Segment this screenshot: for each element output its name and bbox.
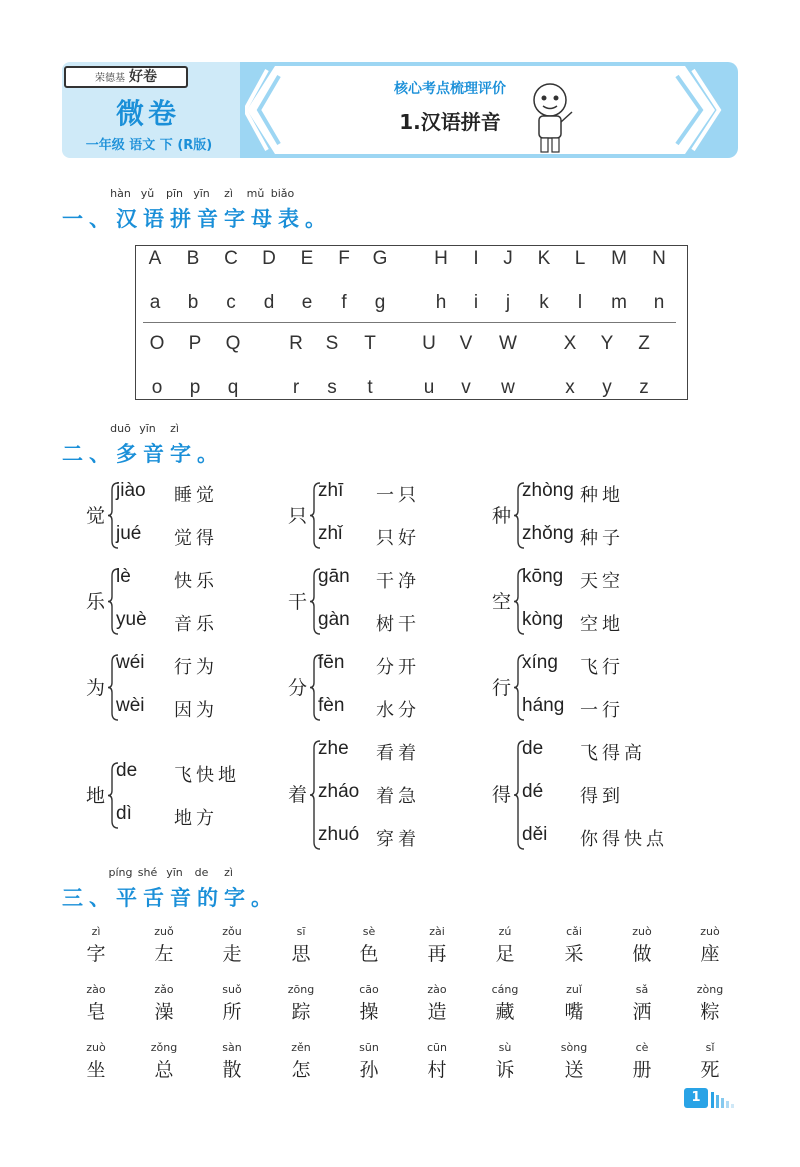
reading-word: 只好 — [376, 528, 420, 549]
reading-word: 着急 — [376, 786, 420, 807]
flat-char-pinyin: suǒ — [222, 983, 242, 996]
reading-pinyin: dì — [116, 803, 132, 824]
flat-char: 再 — [427, 943, 447, 965]
reading-word: 音乐 — [174, 614, 218, 635]
polyphonic-char: 着 — [288, 784, 308, 806]
polyphonic-char: 行 — [492, 676, 512, 699]
alphabet-letter: s — [327, 377, 337, 398]
flat-char: 总 — [154, 1059, 174, 1081]
polyphonic-char: 觉 — [86, 504, 106, 527]
flat-char: 走 — [222, 943, 242, 965]
alphabet-letter: X — [563, 333, 577, 354]
flat-char-pinyin: zuǐ — [566, 983, 582, 996]
reading-word: 快乐 — [174, 571, 218, 592]
reading-pinyin: děi — [522, 824, 548, 845]
section-subtitle: 核心考点梳理评价 — [394, 81, 506, 97]
alphabet-letter: M — [611, 248, 627, 269]
flat-char-pinyin: sàn — [222, 1041, 242, 1054]
flat-char-pinyin: zài — [429, 925, 445, 938]
polyphonic-char: 空 — [492, 590, 512, 613]
alphabet-letter: n — [653, 292, 665, 313]
flat-char-pinyin: cǎi — [566, 925, 582, 938]
reading-word: 分开 — [376, 657, 420, 678]
flat-char: 澡 — [154, 1001, 174, 1023]
polyphonic-char: 分 — [288, 676, 308, 699]
alphabet-letter: y — [602, 377, 612, 398]
alphabet-letter: z — [639, 377, 649, 398]
reading-pinyin: lè — [116, 566, 131, 587]
alphabet-letter: x — [565, 377, 575, 398]
title-pinyin: hàn — [110, 187, 131, 200]
alphabet-letter: q — [227, 377, 239, 398]
alphabet-letter: Y — [600, 333, 614, 354]
reading-pinyin: zhǐ — [318, 523, 343, 544]
flat-char: 坐 — [86, 1059, 106, 1081]
alphabet-letter: U — [422, 333, 436, 354]
reading-pinyin: jué — [116, 523, 142, 544]
reading-word: 飞得高 — [580, 743, 646, 764]
alphabet-letter: K — [537, 248, 551, 269]
alphabet-letter: a — [149, 292, 161, 313]
grade-label: 一年级 语文 下 (R版) — [85, 138, 213, 153]
reading-word: 种子 — [580, 528, 624, 549]
reading-pinyin: kòng — [522, 609, 564, 630]
flat-char-pinyin: zuò — [86, 1041, 106, 1054]
section1-title: 一、汉语拼音字母表。 — [62, 207, 332, 231]
flat-char: 册 — [632, 1059, 652, 1081]
polyphonic-char: 地 — [86, 784, 106, 807]
alphabet-letter: m — [611, 292, 627, 313]
reading-word: 一行 — [580, 700, 624, 721]
reading-pinyin: wéi — [116, 652, 145, 673]
alphabet-letter: Q — [225, 333, 241, 354]
reading-word: 得到 — [580, 786, 624, 807]
reading-word: 树干 — [376, 614, 420, 635]
alphabet-letter: D — [262, 248, 276, 269]
polyphonic-char: 种 — [492, 504, 512, 527]
reading-pinyin: gàn — [318, 609, 350, 630]
reading-pinyin: zhī — [318, 480, 344, 501]
alphabet-letter: J — [503, 248, 513, 269]
alphabet-letter: A — [148, 248, 162, 269]
title-pinyin: biǎo — [270, 187, 295, 200]
brand-name: 荣德基 — [95, 73, 125, 84]
reading-pinyin: fèn — [318, 695, 345, 716]
alphabet-letter: w — [501, 377, 515, 398]
flat-char-pinyin: zǒng — [150, 1041, 178, 1054]
reading-word: 睡觉 — [174, 485, 218, 506]
alphabet-letter: H — [434, 248, 448, 269]
alphabet-letter: b — [187, 292, 199, 313]
alphabet-letter: V — [459, 333, 473, 354]
reading-word: 种地 — [580, 485, 624, 506]
flat-char-pinyin: zěn — [291, 1041, 311, 1054]
reading-word: 飞行 — [580, 657, 624, 678]
reading-word: 看着 — [376, 743, 420, 764]
reading-word: 你得快点 — [580, 829, 668, 850]
reading-pinyin: yuè — [116, 609, 147, 630]
alphabet-letter: P — [188, 333, 202, 354]
polyphonic-char: 得 — [492, 784, 512, 806]
flat-char-pinyin: sǎ — [635, 983, 649, 996]
flat-char: 踪 — [291, 1001, 311, 1023]
flat-char-pinyin: sòng — [560, 1041, 588, 1054]
alphabet-letter: O — [149, 333, 165, 354]
title-pinyin: zì — [224, 866, 233, 879]
reading-pinyin: zháo — [318, 781, 360, 802]
alphabet-letter: j — [505, 292, 511, 313]
reading-word: 空地 — [580, 614, 624, 635]
page-bars-icon — [710, 1090, 740, 1108]
alphabet-letter: N — [652, 248, 666, 269]
reading-pinyin: de — [116, 760, 138, 781]
alphabet-letter: f — [341, 292, 347, 313]
title-pinyin: yīn — [193, 187, 210, 200]
title-pinyin: píng — [108, 866, 133, 879]
alphabet-letter: r — [292, 377, 300, 398]
flat-char: 藏 — [495, 1001, 515, 1023]
alphabet-letter: Z — [638, 333, 650, 354]
reading-word: 干净 — [376, 571, 420, 592]
title-pinyin: yīn — [139, 422, 156, 435]
alphabet-letter: G — [372, 248, 388, 269]
reading-word: 地方 — [174, 808, 218, 829]
flat-char: 散 — [222, 1059, 242, 1081]
alphabet-letter: d — [263, 292, 275, 313]
flat-char-pinyin: zǒu — [222, 925, 242, 938]
title-pinyin: zì — [224, 187, 233, 200]
reading-word: 穿着 — [376, 829, 420, 850]
alphabet-letter: F — [338, 248, 350, 269]
polyphonic-char: 乐 — [86, 590, 106, 613]
reading-pinyin: xíng — [522, 652, 558, 673]
reading-pinyin: dé — [522, 781, 544, 802]
alphabet-letter: h — [435, 292, 447, 313]
flat-char: 色 — [359, 943, 379, 965]
flat-char: 所 — [222, 1001, 242, 1023]
alphabet-letter: v — [461, 377, 471, 398]
alphabet-letter: S — [325, 333, 339, 354]
alphabet-letter: C — [224, 248, 238, 269]
alphabet-letter: L — [574, 248, 586, 269]
reading-pinyin: háng — [522, 695, 565, 716]
flat-char-pinyin: cūn — [427, 1041, 447, 1054]
flat-char: 做 — [632, 943, 652, 965]
flat-char-pinyin: zú — [498, 925, 512, 938]
brand-mark: 好卷 — [129, 69, 157, 85]
flat-char-pinyin: sǐ — [705, 1041, 715, 1054]
flat-char-pinyin: zuǒ — [154, 925, 174, 938]
section2-title: 二、多音字。 — [62, 442, 224, 466]
flat-char-pinyin: sè — [362, 925, 376, 938]
title-pinyin: mǔ — [246, 187, 265, 200]
flat-char: 采 — [564, 943, 584, 965]
alphabet-letter: t — [367, 377, 373, 398]
reading-pinyin: zhuó — [318, 824, 360, 845]
flat-char: 足 — [495, 943, 515, 965]
brand-logo — [64, 66, 188, 88]
alphabet-letter: T — [364, 333, 376, 354]
section3-title: 三、平舌音的字。 — [62, 886, 278, 910]
alphabet-letter: W — [499, 333, 517, 354]
reading-pinyin: zhe — [318, 738, 349, 759]
polyphonic-char: 为 — [86, 676, 106, 699]
flat-char-pinyin: zào — [427, 983, 447, 996]
flat-char-pinyin: zào — [86, 983, 106, 996]
flat-char: 左 — [154, 943, 174, 965]
flat-char: 思 — [291, 943, 311, 965]
alphabet-letter: k — [539, 292, 549, 313]
flat-char-pinyin: cāo — [359, 983, 379, 996]
title-pinyin: duō — [110, 422, 131, 435]
flat-char: 造 — [427, 1001, 447, 1023]
reading-word: 天空 — [580, 571, 624, 592]
flat-char: 操 — [359, 1001, 379, 1023]
lesson-title: 1.汉语拼音 — [399, 110, 501, 134]
flat-char: 村 — [427, 1059, 447, 1081]
flat-char: 死 — [700, 1059, 720, 1081]
flat-char-pinyin: sī — [296, 925, 306, 938]
flat-char: 孙 — [359, 1059, 379, 1081]
reading-word: 飞快地 — [174, 765, 240, 786]
title-pinyin: pīn — [165, 187, 183, 200]
reading-pinyin: zhǒng — [522, 523, 574, 544]
alphabet-letter: E — [300, 248, 314, 269]
flat-char-pinyin: zǎo — [154, 983, 174, 996]
flat-char: 粽 — [700, 1001, 720, 1023]
reading-word: 行为 — [174, 657, 218, 678]
reading-word: 觉得 — [174, 528, 218, 549]
flat-char-pinyin: zuò — [700, 925, 720, 938]
flat-char: 皂 — [86, 1001, 106, 1023]
alphabet-letter: I — [473, 248, 479, 269]
mascot-icon — [530, 78, 574, 156]
page-number: 1 — [684, 1088, 708, 1108]
flat-char: 怎 — [291, 1059, 311, 1081]
alphabet-letter: l — [577, 292, 583, 313]
flat-char-pinyin: zuò — [632, 925, 652, 938]
reading-pinyin: zhòng — [522, 480, 574, 501]
alphabet-divider — [143, 322, 676, 323]
flat-char-pinyin: cè — [635, 1041, 649, 1054]
flat-char-pinyin: sūn — [359, 1041, 379, 1054]
alphabet-letter: B — [186, 248, 200, 269]
flat-char-pinyin: sù — [498, 1041, 512, 1054]
title-pinyin: yīn — [166, 866, 183, 879]
title-pinyin: de — [194, 866, 209, 879]
flat-char: 字 — [86, 943, 106, 965]
alphabet-letter: o — [151, 377, 163, 398]
reading-pinyin: fēn — [318, 652, 345, 673]
reading-pinyin: wèi — [116, 695, 145, 716]
title-pinyin: yǔ — [140, 187, 155, 200]
alphabet-letter: R — [289, 333, 303, 354]
flat-char-pinyin: zōng — [287, 983, 315, 996]
book-title: 微卷 — [115, 97, 180, 130]
alphabet-letter: g — [374, 292, 386, 313]
reading-word: 一只 — [376, 485, 420, 506]
reading-pinyin: jiào — [116, 480, 146, 501]
flat-char: 洒 — [632, 1001, 652, 1023]
alphabet-letter: e — [301, 292, 313, 313]
alphabet-letter: u — [423, 377, 435, 398]
alphabet-letter: p — [189, 377, 201, 398]
flat-char: 诉 — [495, 1059, 515, 1081]
alphabet-letter: i — [473, 292, 479, 313]
reading-word: 水分 — [376, 700, 420, 721]
flat-char-pinyin: cáng — [491, 983, 519, 996]
reading-pinyin: de — [522, 738, 544, 759]
flat-char: 嘴 — [564, 1001, 584, 1023]
flat-char: 送 — [564, 1059, 584, 1081]
reading-pinyin: kōng — [522, 566, 564, 587]
polyphonic-char: 只 — [288, 504, 308, 527]
flat-char-pinyin: zòng — [696, 983, 724, 996]
reading-word: 因为 — [174, 700, 218, 721]
title-pinyin: zì — [170, 422, 179, 435]
reading-pinyin: gān — [318, 566, 350, 587]
polyphonic-char: 干 — [288, 590, 308, 613]
alphabet-letter: c — [226, 292, 236, 313]
flat-char: 座 — [700, 943, 720, 965]
flat-char-pinyin: zì — [91, 925, 101, 938]
title-pinyin: shé — [137, 866, 158, 879]
